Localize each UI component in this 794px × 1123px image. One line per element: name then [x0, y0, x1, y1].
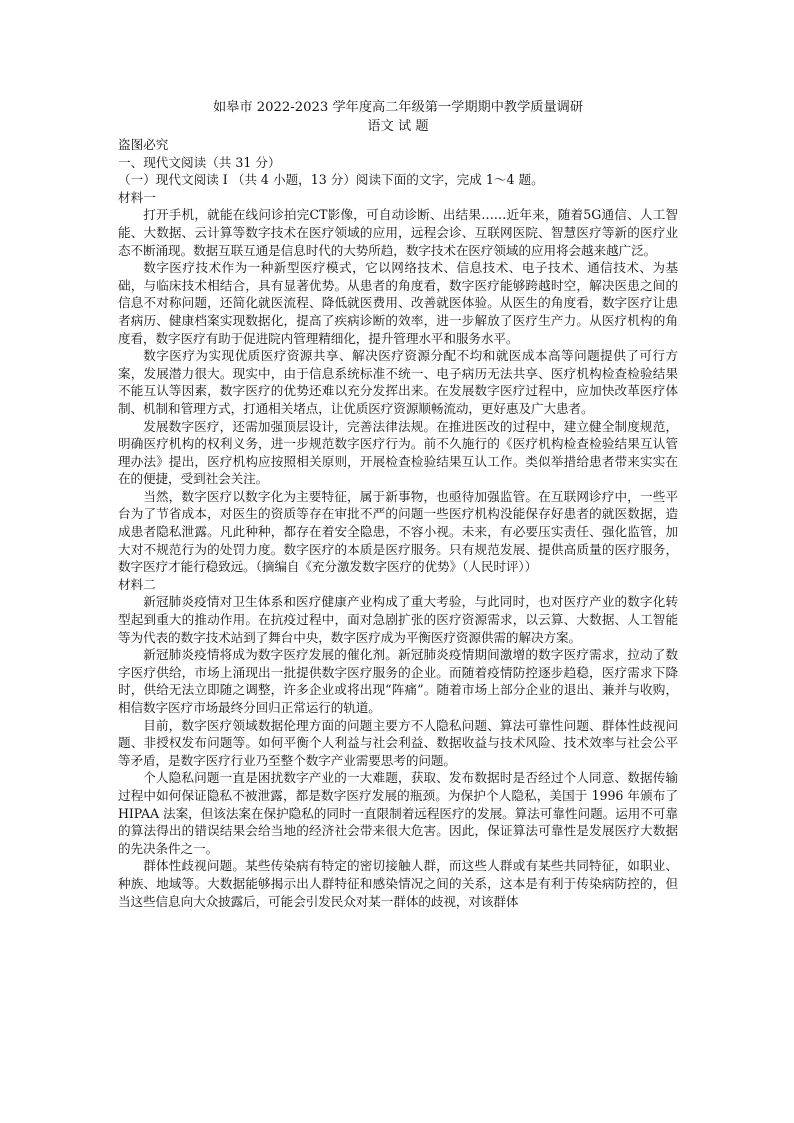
paragraph: 新冠肺炎疫情将成为数字医疗发展的催化剂。新冠肺炎疫情期间激增的数字医疗需求，拉动了数字医疗供给，市场上涌现出一批提供数字医疗服务的企业。而随着疫情防控逐步趋稳，医疗需求下降时，供给无法立即随之调整，许多企业或将出现“阵痛”。随着市场上部分企业的退出、兼并与收购，相信数字医疗市场最终分回归正常运行的轨道。	[118, 647, 678, 715]
section-heading: 一、现代文阅读（共 31 分）	[118, 154, 281, 170]
paragraph: 数字医疗技术作为一种新型医疗模式，它以网络技术、信息技术、电子技术、通信技术、为基础，与临床技术相结合，具有显著优势。从患者的角度看，数字医疗能够跨越时空，解决医患之间的信息不对称问题，还简化就医流程、降低就医费用、改善就医体验。从医生的角度看，数字医疗让患者病历、健康档案实现数据化，提高了疾病诊断的效率，进一步解放了医疗生产力。从医疗机构的角度看，数字医疗有助于促进院内管理精细化，提升管理水平和服务水平。	[118, 260, 678, 346]
paragraph: 打开手机，就能在线问诊拍完CT影像，可自动诊断、出结果……近年来，随着5G通信、人工智能、大数据、云计算等数字技术在医疗领域的应用，远程会诊、互联网医院、智慧医疗等新的医疗业态不断涌现。数据互联互通是信息时代的大势所趋，数字技术在医疗领域的应用将会越来越广泛。	[118, 207, 678, 258]
paragraph: 数字医疗为实现优质医疗资源共享、解决医疗资源分配不均和就医成本高等问题提供了可行方案，发展潜力很大。现实中，由于信息系统标准不统一、电子病历无法共享、医疗机构检查检验结果不能互认等因素，数字医疗的优势还难以充分发挥出来。在发展数字医疗过程中，应加快改革医疗体制、机制和管理方式，打通相关堵点，让优质医疗资源顺畅流动，更好惠及广大患者。	[118, 348, 678, 416]
paragraph: 目前，数字医疗领域数据伦理方面的问题主要方不人隐私问题、算法可靠性问题、群体性歧视问题、非授权发布问题等。如何平衡个人利益与社会利益、数据收益与技术风险、技术效率与社会公平等矛盾，是数字医疗行业乃至整个数字产业需要思考的问题。	[118, 717, 678, 768]
watermark-text: 盗图必究	[118, 137, 169, 152]
document-page	[118, 98, 678, 910]
page-subtitle: 语文 试 题	[367, 119, 429, 134]
section-subheading: （一）现代文阅读 I （共 4 小题，13 分）阅读下面的文字，完成 1～4 题。	[118, 172, 544, 188]
material-label: 材料二	[118, 576, 156, 592]
paragraph: 发展数字医疗，还需加强顶层设计，完善法律法规。在推进医改的过程中，建立健全制度规范，明确医疗机构的权利义务，进一步规范数字医疗行为。前不久施行的《医疗机构检查检验结果互认管理办法》提出，医疗机构应按照相关原则，开展检查检验结果互认工作。类似举措给患者带来实实在在的便捷，受到社会关注。	[118, 418, 678, 487]
paragraph: 群体性歧视问题。某些传染病有特定的密切接触人群，而这些人群或有某些共同特征，如职业、种族、地域等。大数据能够揭示出人群特征和感染情况之间的关系，这本是有利于传染病防控的，但当这些信息向大众披露后，可能会引发民众对某一群体的歧视，对该群体	[118, 858, 678, 909]
material-label: 材料一	[118, 189, 156, 205]
paragraph: 当然，数字医疗以数字化为主要特征，属于新事物，也亟待加强监管。在互联网诊疗中，一些平台为了节省成本，对医生的资质等存在审批不严的问题一些医疗机构没能保存好患者的就医数据，造成患者隐私泄露。凡此种种，都存在着安全隐患，不容小视。未来，有必要压实责任、强化监管，加大对不规范行为的处罚力度。数字医疗的本质是医疗服务。只有规范发展、提供高质量的医疗服务，数字医疗才能行稳致远。（摘编自《充分激发数字医疗的优势》（人民时评））	[118, 488, 678, 575]
paragraph: 新冠肺炎疫情对卫生体系和医疗健康产业构成了重大考验，与此同时，也对医疗产业的数字化转型起到重大的推动作用。在抗疫过程中，面对急剧扩张的医疗资源需求，以云算、大数据、人工智能等为代表的数字技术站到了舞台中央，数字医疗成为平衡医疗资源供需的解决方案。	[118, 594, 678, 645]
page-title: 如皋市 2022-2023 学年度高二年级第一学期期中教学质量调研	[212, 100, 584, 115]
paragraph: 个人隐私问题一直是困扰数字产业的一大难题，获取、发布数据时是否经过个人同意、数据传输过程中如何保证隐私不被泄露，都是数字医疗发展的瓶颈。为保护个人隐私，美国于 1996 年颁布了 HIPAA 法案，但该法案在保护隐私的同时一直限制着远程医疗的发展。算法可靠性问题。运用不可靠的算法得出的错误结果会给当地的经济社会带来很大危害。因此，保证算法可靠性是发展医疗大数据的先决条件之一。	[118, 770, 678, 856]
